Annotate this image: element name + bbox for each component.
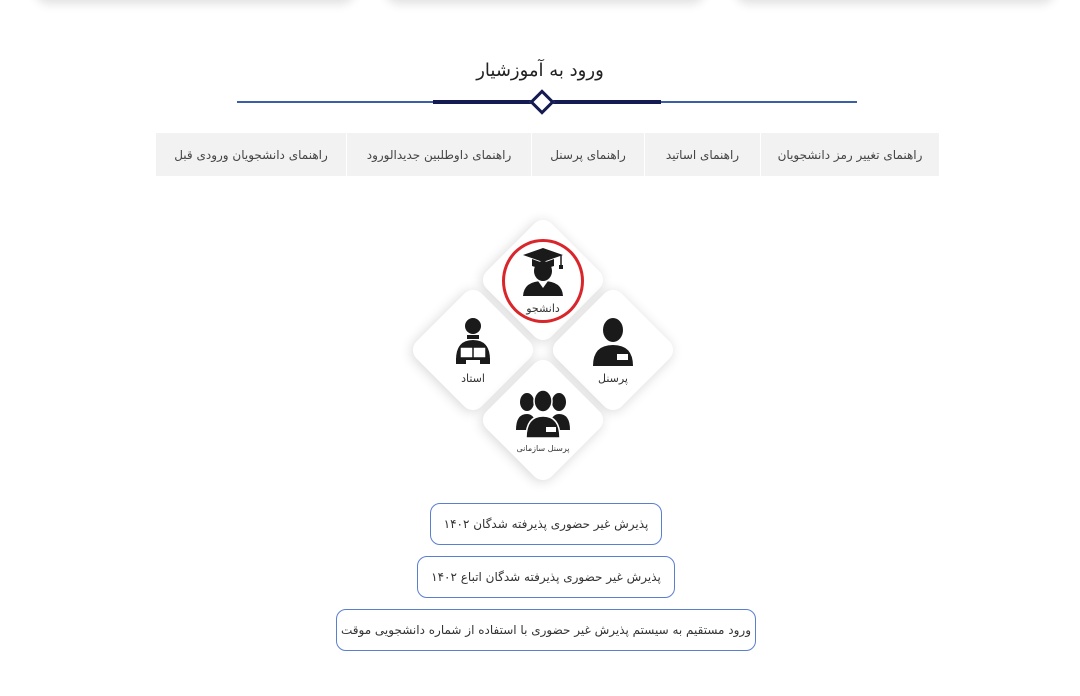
section-title: ورود به آموزشیار — [476, 60, 604, 81]
guide-tab-previous-students[interactable]: راهنمای دانشجویان ورودی قبل — [155, 133, 346, 176]
role-personnel-label: پرسنل — [598, 371, 628, 385]
role-org-personnel-button[interactable] — [478, 355, 608, 485]
role-professor-label: استاد — [461, 371, 485, 385]
role-student-label: دانشجو — [526, 301, 560, 315]
title-divider-diamond — [529, 89, 554, 114]
guide-tab-new-applicants[interactable]: راهنمای داوطلبین جدیدالورود — [346, 133, 531, 176]
guides-bar — [155, 133, 939, 176]
admission-link-foreign-1402[interactable]: پذیرش غیر حضوری پذیرفته شدگان اتباع ۱۴۰۲ — [417, 556, 675, 598]
guide-tab-personnel[interactable]: راهنمای پرسنل — [531, 133, 644, 176]
role-org-personnel-label: پرسنل سازمانی — [516, 443, 570, 453]
group-icon — [516, 388, 570, 438]
direct-login-temp-id-link[interactable]: ورود مستقیم به سیستم پذیرش غیر حضوری با استفاده از شماره دانشجویی موقت — [336, 609, 756, 651]
admission-link-1402[interactable]: پذیرش غیر حضوری پذیرفته شدگان ۱۴۰۲ — [430, 503, 662, 545]
guide-tab-professors[interactable]: راهنمای اساتید — [644, 133, 760, 176]
guide-tab-password-change[interactable]: راهنمای تغییر رمز دانشجویان — [760, 133, 939, 176]
